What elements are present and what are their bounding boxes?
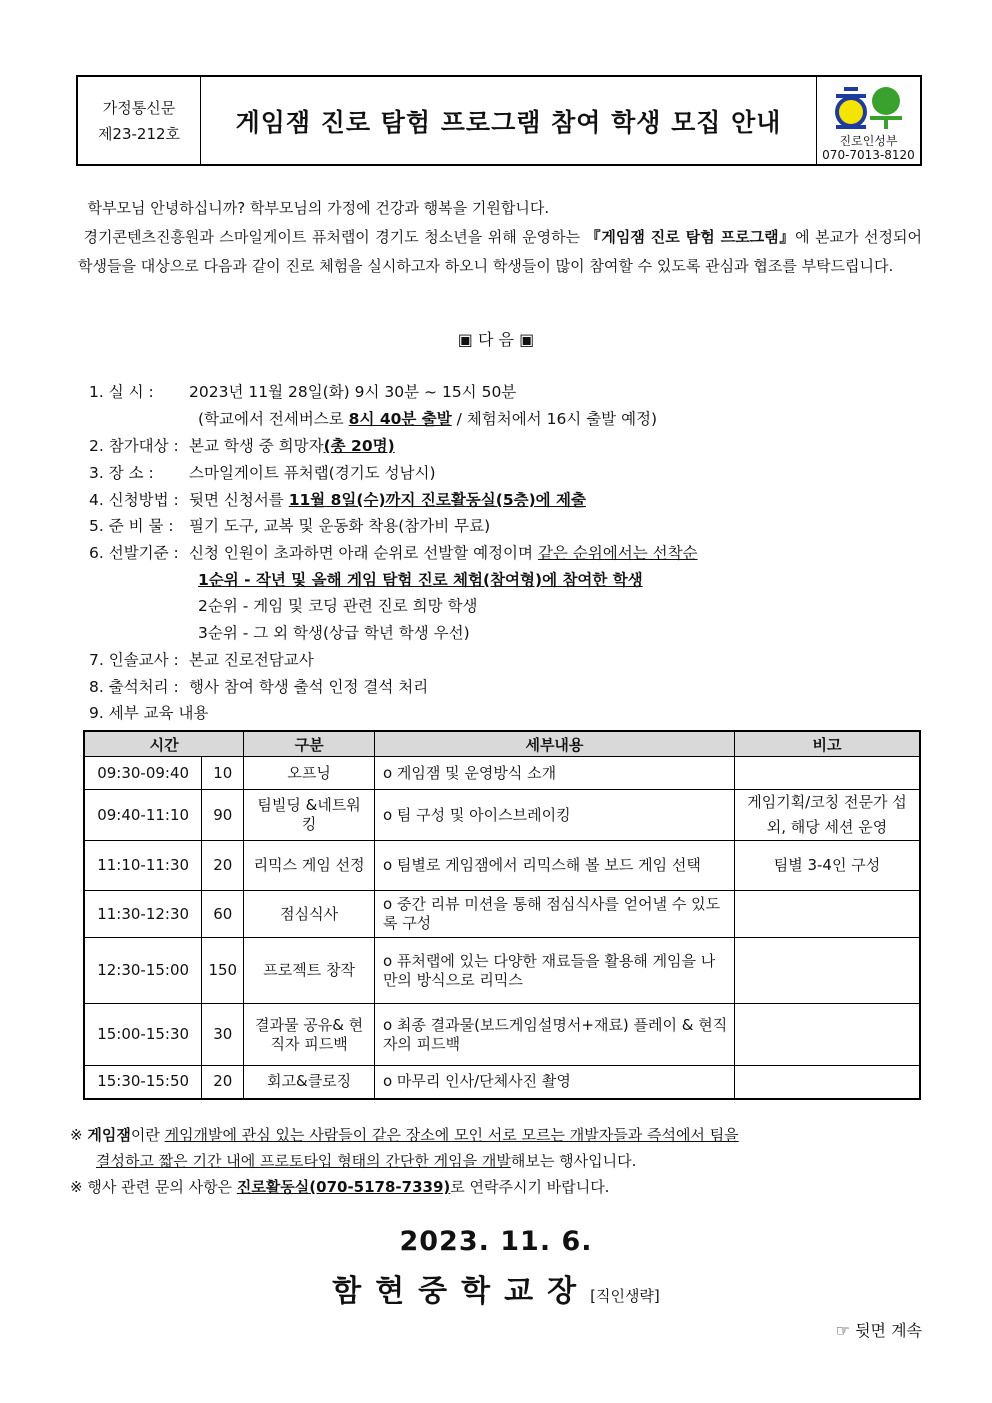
table-row: 11:30-12:30 60 점심식사 o 중간 리뷰 미션을 통해 점심식사를 얻어낼 수 있도록 구성 xyxy=(84,891,920,938)
department-name: 진로인성부 xyxy=(839,134,898,148)
section-title: ▣ 다 음 ▣ xyxy=(457,330,535,349)
department-phone: 070-7013-8120 xyxy=(822,148,915,162)
table-header-row xyxy=(84,731,920,757)
schedule-table xyxy=(83,730,921,1100)
continue-note: ☞ 뒷면 계속 xyxy=(835,1321,922,1340)
note-gamejam: ※ 게임잼이란 게임개발에 관심 있는 사람들이 같은 장소에 모인 서로 모르는 개발자들과 즉석에서 팀을 xyxy=(70,1126,739,1144)
departure-time: 8시 40분 출발 xyxy=(348,410,452,428)
item-place: 3. 장 소 : 스마일게이트 퓨처랩(경기도 성남시) xyxy=(89,464,436,482)
header-detail: 세부내용 xyxy=(374,731,734,757)
table-row: 11:10-11:30 20 리믹스 게임 선정 o 팀별로 게임잼에서 리믹스해 볼 보드 게임 선택 팀별 3-4인 구성 xyxy=(84,841,920,891)
program-name: 『게임잼 진로 탐험 프로그램』 xyxy=(585,228,796,246)
item-teacher: 7. 인솔교사 : 본교 진로전담교사 xyxy=(89,651,314,669)
table-row: 09:30-09:40 10 오프닝 o 게임잼 및 운영방식 소개 xyxy=(84,757,920,790)
intro-paragraph: 경기콘텐츠진흥원과 스마일게이트 퓨처랩이 경기도 청소년을 위해 운영하는 『게임잼 진로 탐험 프로그램』에 본교가 선정되어 학생들을 대상으로 다음과 같이 진로 체험을 실시하고자 하오니 학생들이 많이 참여할 수 있도록 관심과 협조를 부탁드립니다. xyxy=(78,228,922,275)
issue-date: 2023. 11. 6. xyxy=(399,1226,593,1257)
table-row: 12:30-15:00 150 프로젝트 창작 o 퓨처랩에 있는 다양한 재료들을 활용해 게임을 나만의 방식으로 리믹스 xyxy=(84,938,920,1004)
note-contact: ※ 행사 관련 문의 사항은 진로활동실(070-5178-7339)로 연락주시기 바랍니다. xyxy=(70,1178,610,1196)
item-curriculum: 9. 세부 교육 내용 xyxy=(89,704,209,722)
notice-number: 제23-212호 xyxy=(97,124,181,143)
item-selection: 6. 선발기준 : 신청 인원이 초과하면 아래 순위로 선발할 예정이며 같은 순위에서는 선착순 xyxy=(89,544,698,562)
greeting: 학부모님 안녕하십니까? 학부모님의 가정에 건강과 행복을 기원합니다. xyxy=(87,199,550,217)
header-category: 구분 xyxy=(244,731,375,757)
notice-type xyxy=(78,77,201,164)
note-gamejam-cont: 결성하고 짧은 기간 내에 프로토타입 형태의 간단한 게임을 개발해보는 행사입니다. xyxy=(96,1152,637,1170)
table-row: 15:00-15:30 30 결과물 공유& 현직자 피드백 o 최종 결과물(보드게임설명서+재료) 플레이 & 현직자의 피드백 xyxy=(84,1004,920,1066)
item-prepare: 5. 준 비 물 : 필기 도구, 교복 및 운동화 착용(참가비 무료) xyxy=(89,517,491,535)
header-note: 비고 xyxy=(734,731,920,757)
item-apply: 4. 신청방법 : 뒷면 신청서를 11월 8일(수)까지 진로활동실(5층)에 제출 xyxy=(89,491,586,509)
header-time: 시간 xyxy=(84,731,244,757)
item-attendance: 8. 출석처리 : 행사 참여 학생 출석 인정 결석 처리 xyxy=(89,678,429,696)
department-box xyxy=(816,77,920,164)
item-target: 2. 참가대상 : 본교 학생 중 희망자(총 20명) xyxy=(89,437,395,455)
header-box xyxy=(76,75,922,166)
document-title: 게임잼 진로 탐험 프로그램 참여 학생 모집 안내 xyxy=(235,107,782,137)
intro-text xyxy=(78,194,922,281)
signer-name: 함현중학교장 xyxy=(332,1274,591,1309)
notice-type-label: 가정통신문 xyxy=(102,98,176,117)
department-logo-icon xyxy=(834,85,904,131)
signature xyxy=(0,1266,992,1310)
table-row: 09:40-11:10 90 팀빌딩 &네트워킹 o 팀 구성 및 아이스브레이킹 게임기획/코칭 전문가 섭외, 해당 세션 운영 xyxy=(84,790,920,841)
table-row: 15:30-15:50 20 회고&클로징 o 마무리 인사/단체사진 촬영 xyxy=(84,1066,920,1099)
seal-note: [직인생략] xyxy=(590,1287,660,1305)
item-schedule: 1. 실 시 : 2023년 11월 28일(화) 9시 30분 ~ 15시 50분 xyxy=(89,383,517,401)
